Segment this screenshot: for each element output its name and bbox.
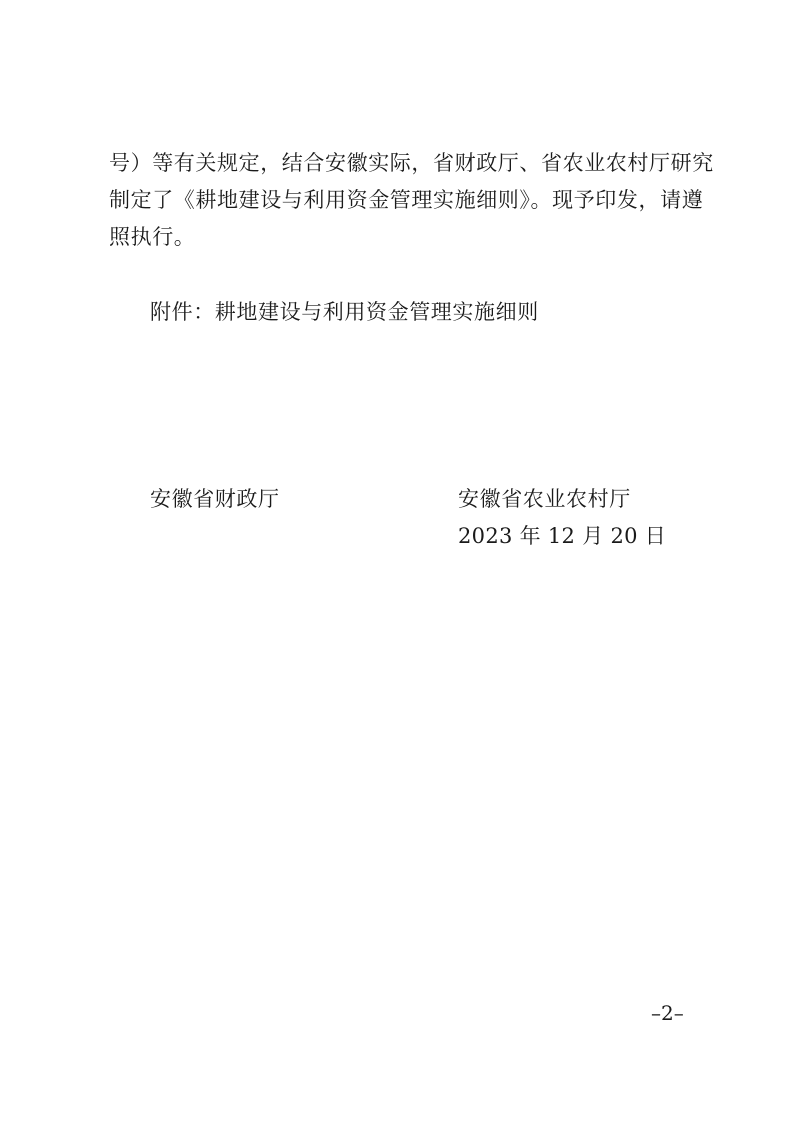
page-number: –2– (651, 1001, 684, 1025)
signatory-agriculture-department: 安徽省农业农村厅 (458, 487, 631, 511)
attachment-line: 附件：耕地建设与利用资金管理实施细则 (150, 300, 539, 324)
issue-date: 2023 年 12 月 20 日 (458, 524, 667, 548)
signatory-finance-department: 安徽省财政厅 (150, 487, 280, 511)
body-line: 制定了《耕地建设与利用资金管理实施细则》。现予印发，请遵 (109, 188, 704, 212)
body-line: 号）等有关规定，结合安徽实际，省财政厅、省农业农村厅研究 (109, 151, 714, 175)
body-line: 照执行。 (109, 225, 196, 249)
body-paragraph (109, 145, 714, 256)
